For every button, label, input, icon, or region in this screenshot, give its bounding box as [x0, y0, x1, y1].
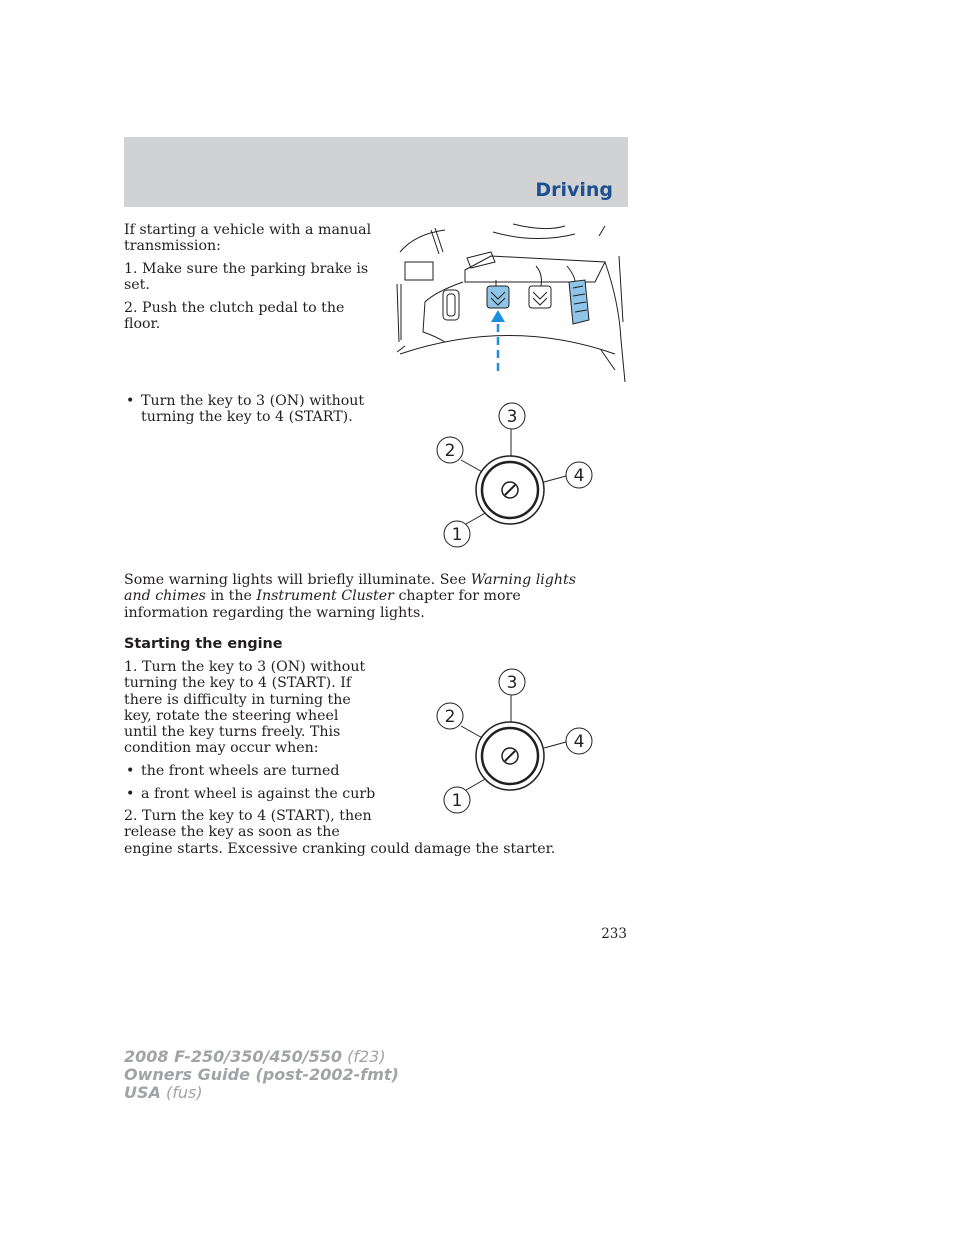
page-number: 233: [601, 926, 627, 942]
manual-step-1: 1. Make sure the parking brake is set.: [124, 261, 369, 294]
starting-bullet-1-text: the front wheels are turned: [141, 763, 340, 779]
starting-bullet-1: [124, 763, 391, 779]
starting-bullet-2: [124, 786, 391, 802]
starting-step-2-continued: engine starts. Excessive cranking could damage the starter.: [124, 841, 556, 857]
position-2-label: 2: [444, 441, 456, 461]
footer-line-1: 2008 F-250/350/450/550 (f23): [124, 1047, 386, 1066]
section-header-bar: [124, 137, 628, 207]
manual-step-2: 2. Push the clutch pedal to the floor.: [124, 300, 345, 333]
bullet-dot: •: [126, 763, 135, 779]
manual-bullet: [124, 393, 376, 426]
ignition-diagram: [430, 400, 600, 552]
starting-step-1: 1. Turn the key to 3 (ON) without turning the key to 4 (START). If there is difficulty in turning the key, rotate the steering wheel until the key turns freely. This condition may occur when:: [124, 659, 366, 757]
manual-bullet-text: Turn the key to 3 (ON) without turning the key to 4 (START).: [141, 393, 365, 426]
position-3-label: 3: [506, 673, 518, 693]
bullet-dot: •: [126, 786, 135, 802]
manual-intro: If starting a vehicle with a manual transmission:: [124, 222, 372, 255]
bullet-dot: •: [126, 393, 135, 409]
position-1-label: 1: [451, 525, 463, 545]
starting-step-2: 2. Turn the key to 4 (START), then release the key as soon as the: [124, 808, 372, 841]
clutch-pedal-illustration: [395, 222, 630, 384]
warning-text-c: chapter for more information regarding the warning lights.: [124, 588, 521, 621]
instrument-cluster-link[interactable]: Instrument Cluster: [256, 588, 394, 605]
section-title: Driving: [535, 179, 613, 201]
ignition-diagram-2: [430, 666, 600, 818]
position-3-label: 3: [506, 407, 518, 427]
warning-text-b: in the: [205, 588, 257, 605]
starting-bullet-2-text: a front wheel is against the curb: [141, 786, 376, 802]
warning-lights-link[interactable]: Warning lights and chimes: [124, 572, 577, 605]
position-4-label: 4: [573, 732, 585, 752]
position-1-label: 1: [451, 791, 463, 811]
footer-line-3: USA (fus): [124, 1083, 203, 1102]
warning-text-a: Some warning lights will briefly illuminate. See: [124, 572, 471, 588]
footer-line-2: Owners Guide (post-2002-fmt): [124, 1065, 399, 1084]
warning-lights-paragraph: [124, 572, 604, 621]
starting-engine-heading: Starting the engine: [124, 636, 283, 652]
position-2-label: 2: [444, 707, 456, 727]
position-4-label: 4: [573, 466, 585, 486]
document-footer: [124, 1048, 399, 1102]
